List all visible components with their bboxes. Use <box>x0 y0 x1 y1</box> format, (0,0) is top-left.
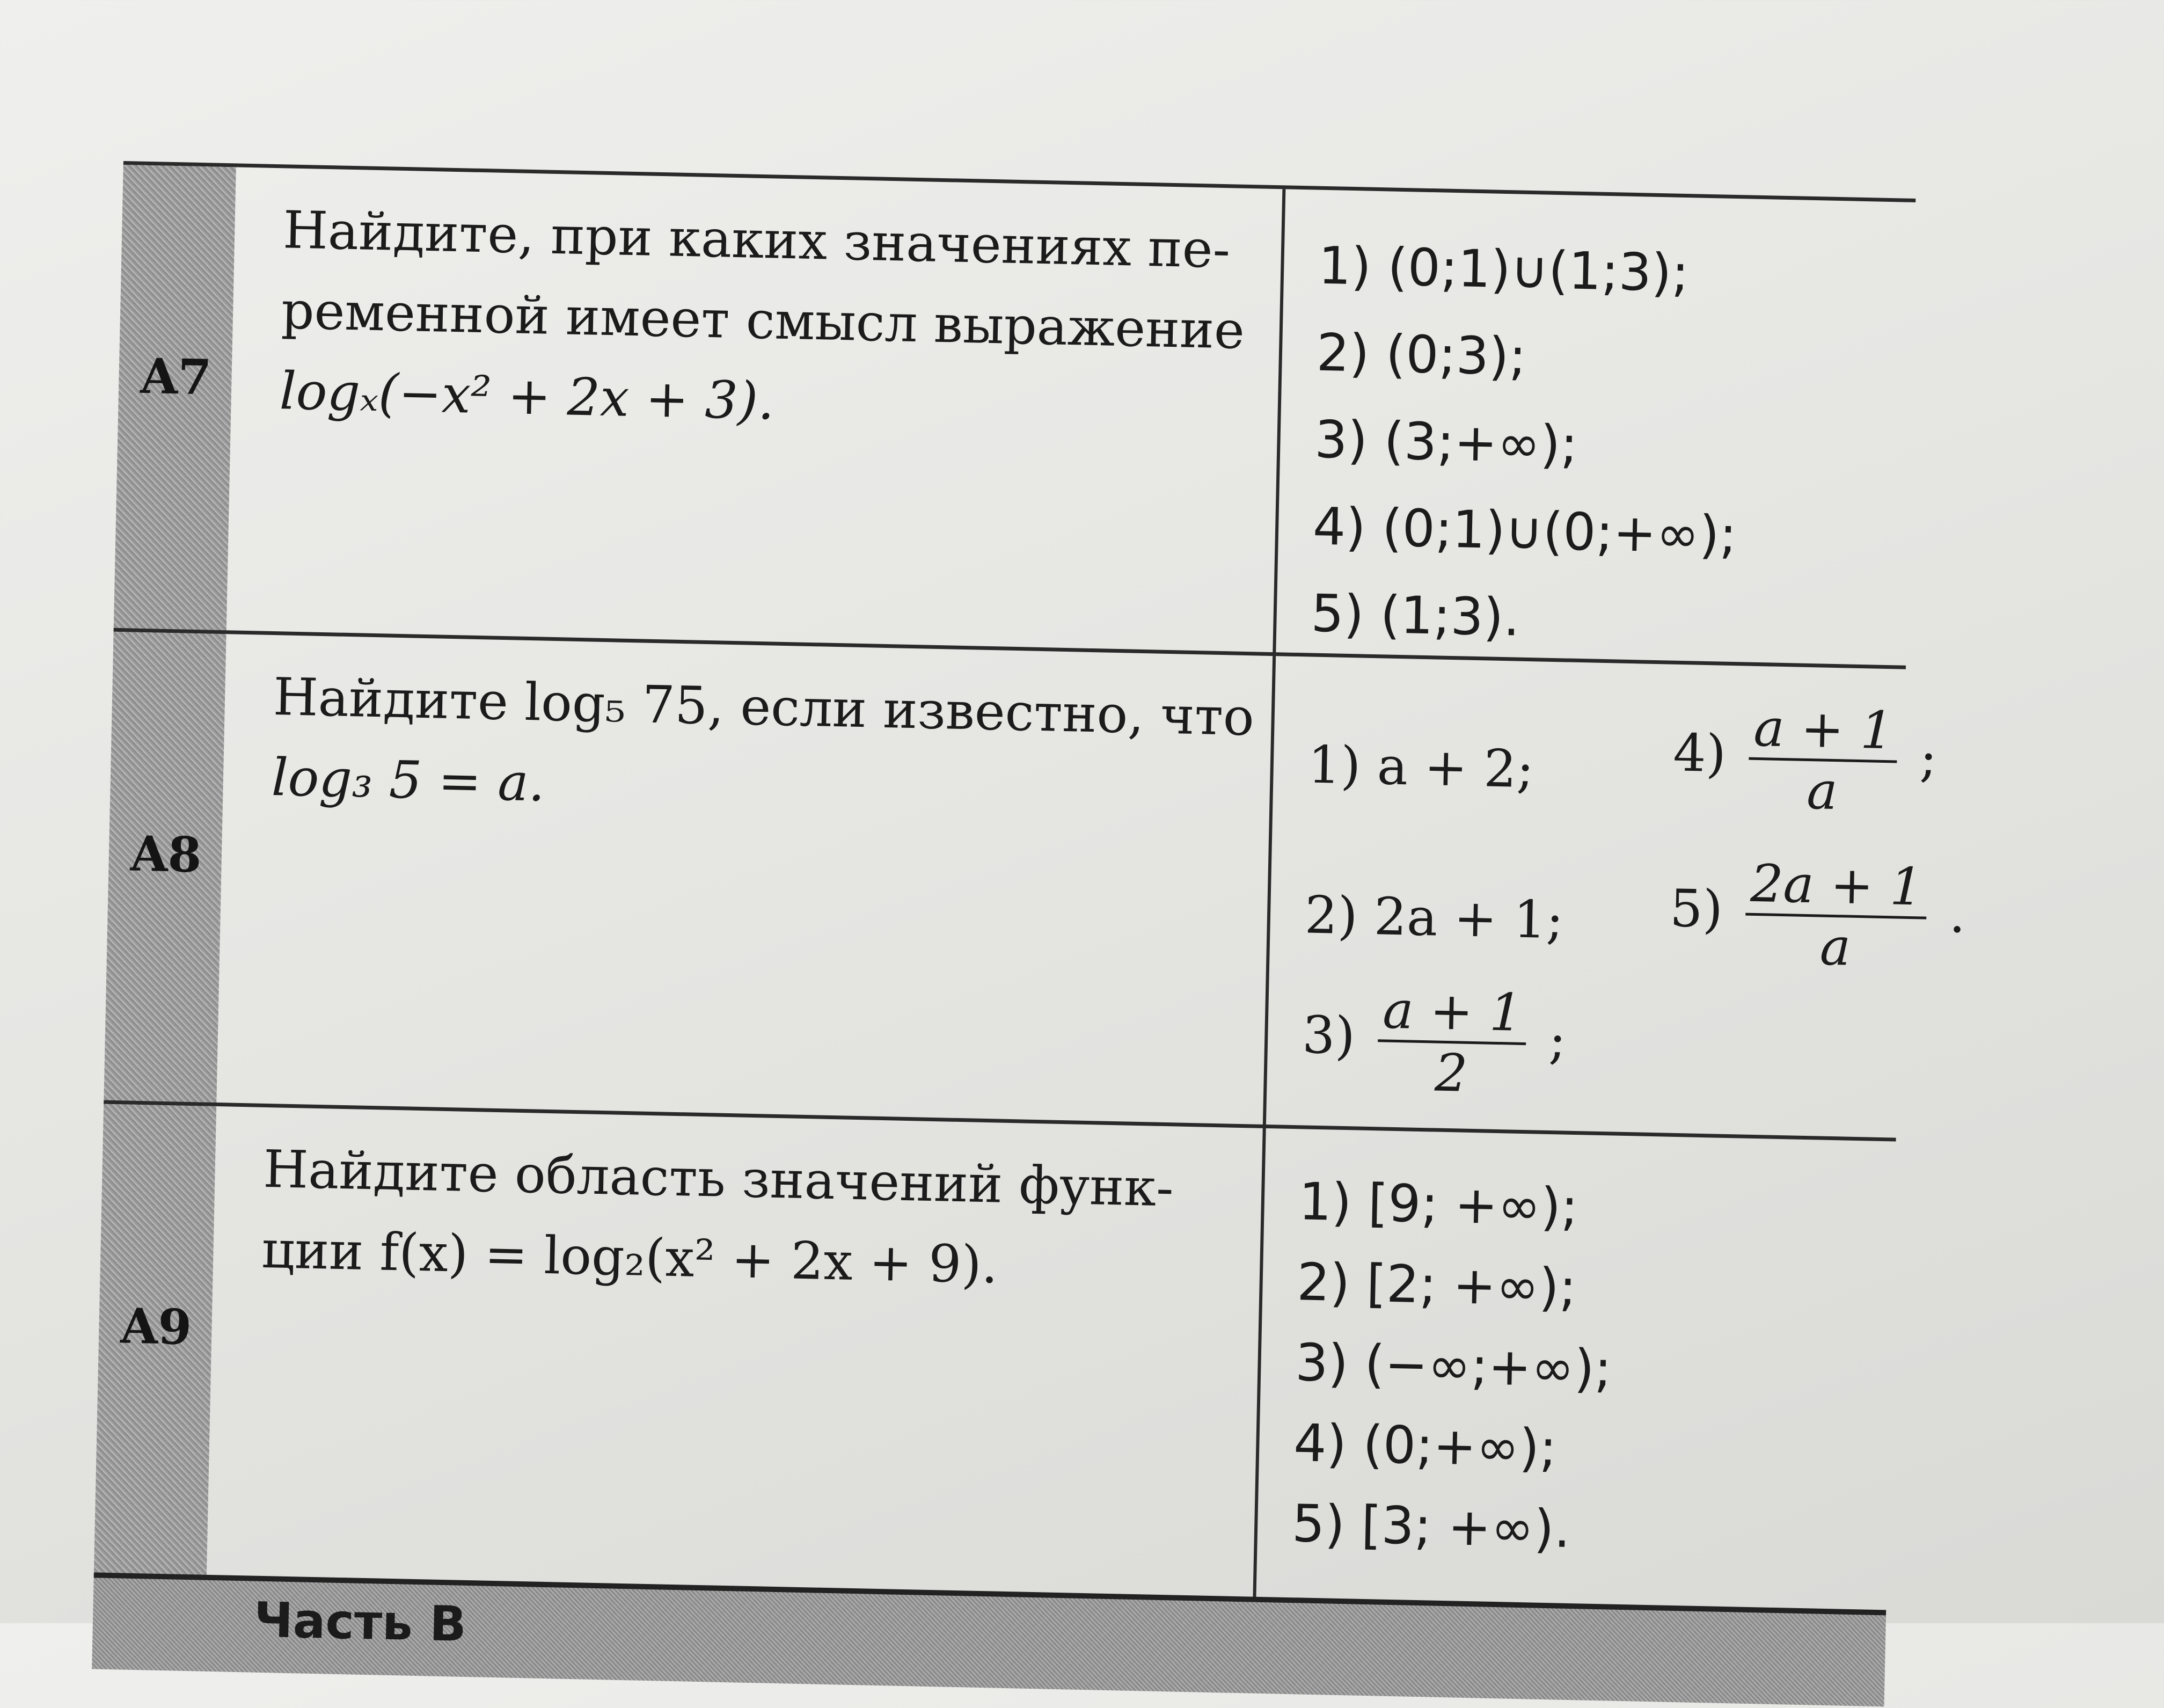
option-end: . <box>1948 884 1966 945</box>
answer-option-2: 2) (0;3); <box>1315 322 1527 387</box>
answer-option-1: 1) [9; +∞); <box>1298 1171 1579 1238</box>
question-text <box>279 189 1379 454</box>
question-line: log₃ 5 = a. <box>270 747 546 813</box>
question-line: Найдите log₅ 75, если известно, что <box>272 667 1255 748</box>
question-line: ции f(x) = log₂(x² + 2x + 9). <box>261 1219 999 1295</box>
fraction <box>1748 698 1898 822</box>
answer-option-3: 3) (−∞;+∞); <box>1295 1332 1613 1399</box>
answer-option-1: 1) (0;1)∪(1;3); <box>1318 235 1690 304</box>
question-text <box>270 656 1369 841</box>
fraction-numerator: a + 1 <box>1378 980 1527 1045</box>
question-line: ременной имеет смысл выражение <box>281 280 1246 361</box>
question-number-cell <box>104 632 226 1106</box>
fraction-denominator: a <box>1806 760 1838 822</box>
answer-option-5: 5) [3; +∞). <box>1291 1493 1571 1560</box>
question-line: Найдите область значений функ- <box>262 1138 1174 1218</box>
answer-option-4: 4) (0;1)∪(0;+∞); <box>1312 496 1738 566</box>
answer-option-3: 3) (3;+∞); <box>1314 409 1578 475</box>
answer-options <box>1291 1161 1616 1570</box>
fraction-denominator: a <box>1819 916 1852 977</box>
option-end: ; <box>1919 727 1938 789</box>
question-number-cell <box>114 165 236 634</box>
question-expression: logₓ(−x² + 2x + 3). <box>279 361 775 432</box>
answer-option-3 <box>1301 979 1567 1105</box>
fraction-numerator: 2a + 1 <box>1745 854 1927 919</box>
option-label: 5) <box>1669 878 1724 940</box>
question-row-a9 <box>94 1100 1896 1614</box>
option-end: ; <box>1548 1010 1567 1071</box>
fraction <box>1744 854 1927 979</box>
question-row-a8 <box>104 628 1966 1142</box>
answer-option-1: 1) a + 2; <box>1307 734 1535 800</box>
question-number: A9 <box>120 1297 193 1356</box>
test-sheet <box>92 161 1966 1701</box>
question-number: A7 <box>140 347 213 406</box>
answer-option-4: 4) (0;+∞); <box>1293 1413 1558 1479</box>
fraction-numerator: a + 1 <box>1749 698 1898 763</box>
option-label: 3) <box>1302 1004 1356 1066</box>
answer-option-2: 2) [2; +∞); <box>1296 1252 1577 1318</box>
fraction-denominator: 2 <box>1434 1042 1468 1104</box>
answer-option-5: 5) (1;3). <box>1310 583 1520 648</box>
fraction <box>1377 980 1527 1104</box>
answer-options <box>1310 222 1743 666</box>
question-number-cell <box>94 1104 216 1579</box>
answer-option-5 <box>1669 852 1967 979</box>
answer-option-4 <box>1672 697 1938 823</box>
question-text <box>261 1129 1359 1313</box>
part-b-label: Часть В <box>253 1592 467 1653</box>
question-number: A8 <box>129 825 202 884</box>
question-row-a7 <box>114 161 1916 669</box>
answer-option-2: 2) 2a + 1; <box>1304 885 1564 951</box>
option-label: 4) <box>1672 722 1727 784</box>
question-line: Найдите, при каких значениях пе- <box>282 200 1231 280</box>
